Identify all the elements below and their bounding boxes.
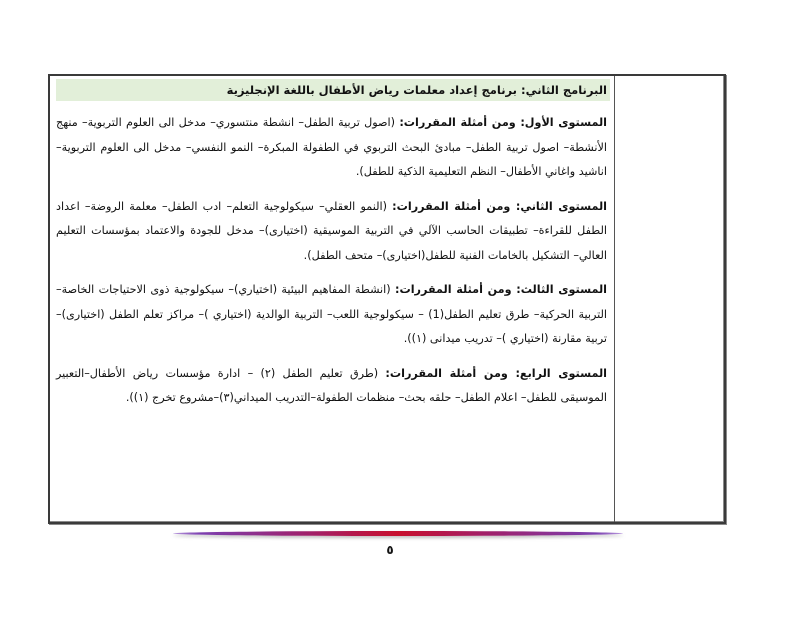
- level-2-paragraph: [56, 195, 610, 269]
- level-4-paragraph: [56, 362, 610, 411]
- level-3-paragraph: [56, 278, 610, 352]
- level-3-label: المستوى الثالث: ومن أمثلة المقررات:: [395, 283, 607, 296]
- level-1-paragraph: [56, 111, 610, 185]
- program-content-cell: [50, 76, 614, 522]
- level-4-courses: (طرق تعليم الطفل (٢) – ادارة مؤسسات رياض الأطفال–التعبير الموسيقى للطفل– اعلام الطفل– حلقه بحث– منظمات الطفولة–التدريب الميداني(٣)–مشروع تخرج (١)).: [56, 366, 607, 404]
- level-2-label: المستوى الثاني: ومن أمثلة المقررات:: [392, 199, 607, 213]
- level-1-courses: (اصول تربية الطفل– انشطة منتسوري– مدخل الى العلوم التربوية– منهج الأنشطة– اصول تربية الطفل– مبادئ البحث التربوي في الطفولة المبكرة– النمو النفسي– مدخل الى العلوم التربوية– اناشيد واغاني الأطفال– النظم التعليمية الذكية للطفل).: [56, 116, 607, 178]
- program-title: البرنامج الثاني: برنامج إعداد معلمات رياض الأطفال باللغة الإنجليزية: [56, 79, 610, 101]
- level-1-label: المستوى الأول: ومن أمثلة المقررات:: [399, 116, 607, 129]
- program-table: [48, 74, 726, 524]
- page-number: ٥: [386, 543, 394, 557]
- level-2-courses: (النمو العقلي– سيكولوجية التعلم– ادب الطفل– معلمة الروضة– اعداد الطفل للقراءة– تطبيقات الحاسب الآلي في التربية الموسيقية (اختيارى)– مدخل للجودة والاعتماد بمؤسسات التعليم العالي– التشكيل بالخامات الفنية للطفل(اختيارى)– متحف الطفل).: [56, 199, 607, 262]
- level-3-courses: (انشطة المفاهيم البيئية (اختياري)– سيكولوجية ذوى الاحتياجات الخاصة– التربية الحركية– طرق تعليم الطفل(1) – سيكولوجية اللعب– التربية الوالدية (اختياري )– مراكز تعلم الطفل (اختيارى)– تربية مقارنة (اختياري )– تدريب ميدانى (١)).: [56, 283, 608, 345]
- level-4-label: المستوى الرابع: ومن أمثلة المقررات:: [385, 366, 607, 380]
- footer-divider-line: [173, 531, 623, 536]
- side-column-cell: [614, 76, 724, 522]
